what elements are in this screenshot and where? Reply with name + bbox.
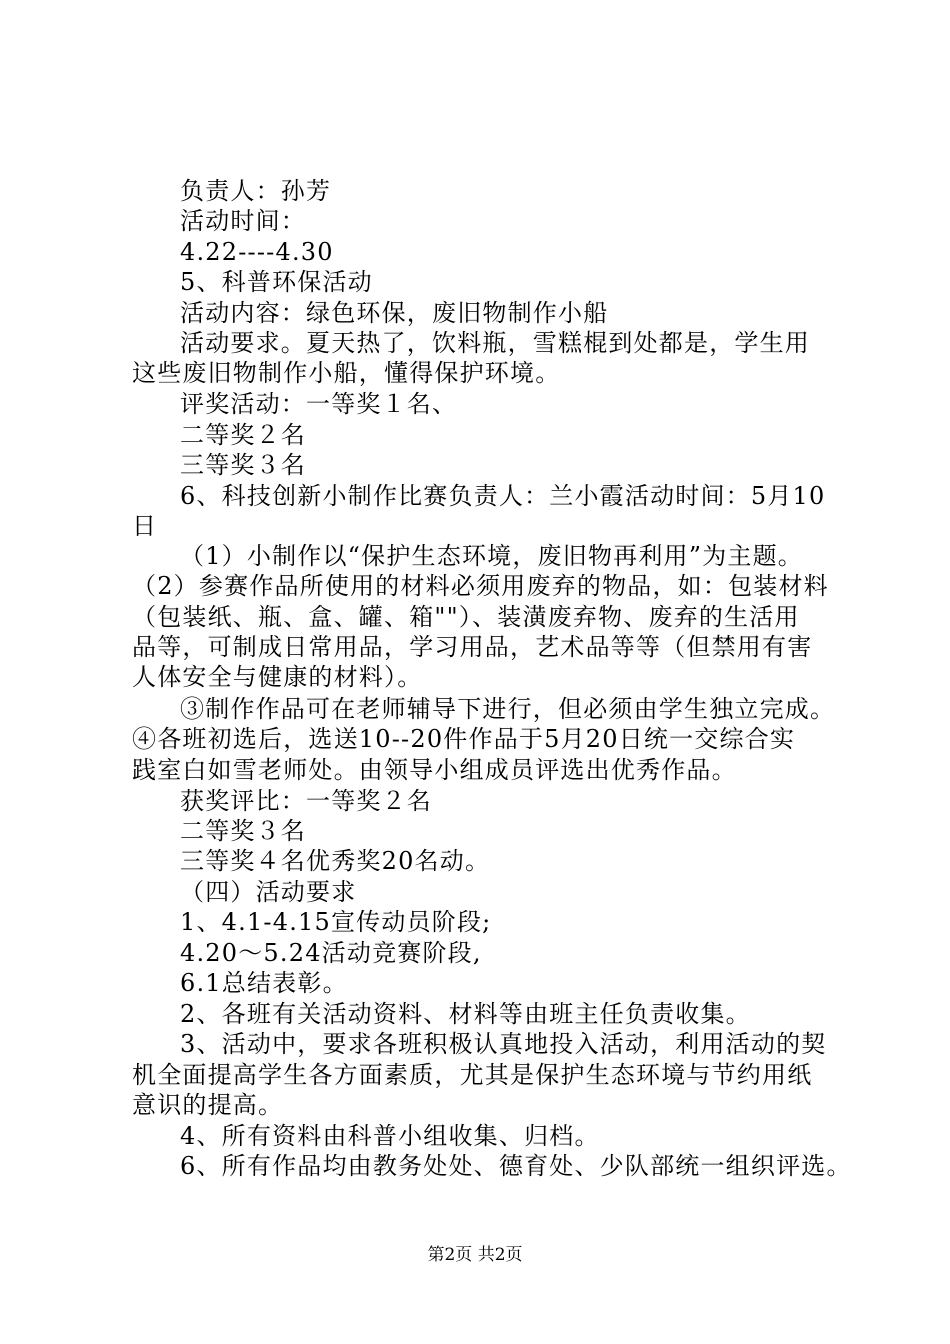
text-line: 品等，可制成日常用品，学习用品，艺术品等等（但禁用有害 [132,633,813,661]
text-line: 机全面提高学生各方面素质，尤其是保护生态环境与节约用纸 [132,1061,813,1089]
text-line: 获奖评比：一等奖２名 [180,787,432,815]
text-line: 践室白如雪老师处。由领导小组成员评选出优秀作品。 [132,756,737,784]
text-line: ③制作作品可在老师辅导下进行，但必须由学生独立完成。 [180,695,836,723]
text-line: 二等奖２名 [180,421,306,449]
text-line: 6、所有作品均由教务处处、德育处、少队部统一组织评选。 [180,1152,852,1180]
text-line: 日 [132,512,158,540]
text-line: 活动时间： [180,207,306,235]
text-line: 3、活动中，要求各班积极认真地投入活动，利用活动的契 [180,1030,827,1058]
text-line: 活动内容：绿色环保，废旧物制作小船 [180,299,609,327]
text-line: （四）活动要求 [180,878,357,906]
text-line: （1）小制作以“保护生态环境，废旧物再利用”为主题。 [180,542,804,570]
text-line: 4.22----4.30 [180,238,334,266]
text-line: 4、所有资料由科普小组收集、归档。 [180,1122,600,1150]
text-line: 这些废旧物制作小船，懂得保护环境。 [132,359,561,387]
text-line: 意识的提高。 [132,1091,284,1119]
text-line: 2、各班有关活动资料、材料等由班主任负责收集。 [180,1000,751,1028]
text-line: 二等奖３名 [180,817,306,845]
text-line: 活动要求。夏天热了，饮料瓶，雪糕棍到处都是，学生用 [180,329,810,357]
page-footer: 第2页 共2页 [427,1245,523,1265]
text-line: （包装纸、瓶、盒、罐、箱""）、装潢废弃物、废弃的生活用 [132,603,800,631]
text-line: 5、科普环保活动 [180,268,373,296]
text-line: ④各班初选后，选送10--20件作品于5月20日统一交综合实 [132,725,796,753]
text-line: 4.20～5.24活动竞赛阶段, [180,939,482,967]
text-line: 三等奖３名 [180,451,306,479]
text-line: 负责人：孙芳 [180,177,332,205]
text-line: 人体安全与健康的材料）。 [132,663,423,691]
text-line: 6、科技创新小制作比赛负责人：兰小霞活动时间：5月10 [180,482,826,510]
text-line: 6.1总结表彰。 [180,969,348,997]
text-line: 评奖活动：一等奖１名、 [180,390,458,418]
text-line: 1、4.1-4.15宣传动员阶段; [180,908,492,936]
text-line: （2）参赛作品所使用的材料必须用废弃的物品，如：包装材料 [132,572,829,600]
text-line: 三等奖４名优秀奖20名动。 [180,847,491,875]
